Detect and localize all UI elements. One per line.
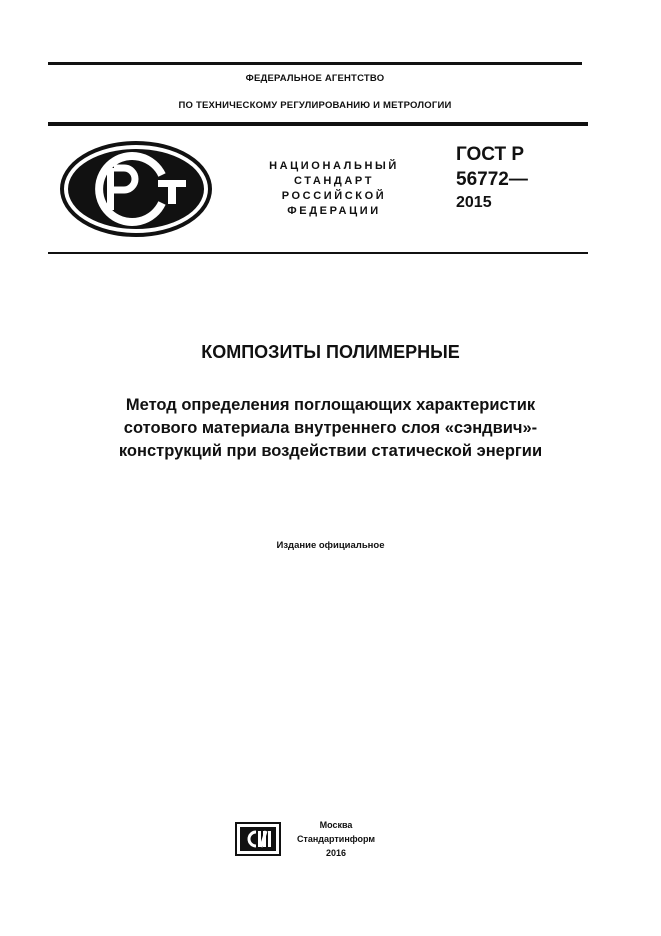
national-standard-label (252, 159, 416, 219)
edition-label: Издание официальное (276, 540, 385, 551)
standartinform-logo-icon (234, 820, 284, 858)
rst-gost-logo-icon (58, 140, 214, 238)
gost-prefix: ГОСТ Р (456, 144, 525, 165)
header-rule (48, 122, 588, 126)
publisher-name: Стандартинформ (296, 834, 376, 844)
national-line-3: РОССИЙСКОЙ (281, 190, 387, 202)
subtitle-line-1: Метод определения поглощающих характеристик (125, 396, 536, 414)
subtitle-line-3: конструкций при воздействии статической энергии (118, 442, 543, 460)
gost-year: 2015 (456, 194, 492, 211)
publisher-block (286, 818, 386, 860)
agency-line-1: ФЕДЕРАЛЬНОЕ АГЕНТСТВО (245, 73, 385, 84)
top-rule (48, 62, 582, 65)
agency-line-2: ПО ТЕХНИЧЕСКОМУ РЕГУЛИРОВАНИЮ И МЕТРОЛОГИИ (178, 100, 452, 111)
national-line-1: НАЦИОНАЛЬНЫЙ (269, 160, 399, 172)
national-line-2: СТАНДАРТ (293, 175, 375, 187)
subtitle-line-2: сотового материала внутреннего слоя «сэндвич»- (123, 419, 538, 437)
logo-rule (48, 252, 588, 254)
national-line-4: ФЕДЕРАЦИИ (287, 205, 381, 217)
document-subtitle (30, 394, 631, 463)
gost-number (456, 142, 586, 214)
publisher-year: 2016 (325, 848, 347, 858)
publisher-city: Москва (319, 820, 353, 830)
document-title: КОМПОЗИТЫ ПОЛИМЕРНЫЕ (201, 342, 460, 362)
gost-code: 56772— (456, 169, 528, 190)
